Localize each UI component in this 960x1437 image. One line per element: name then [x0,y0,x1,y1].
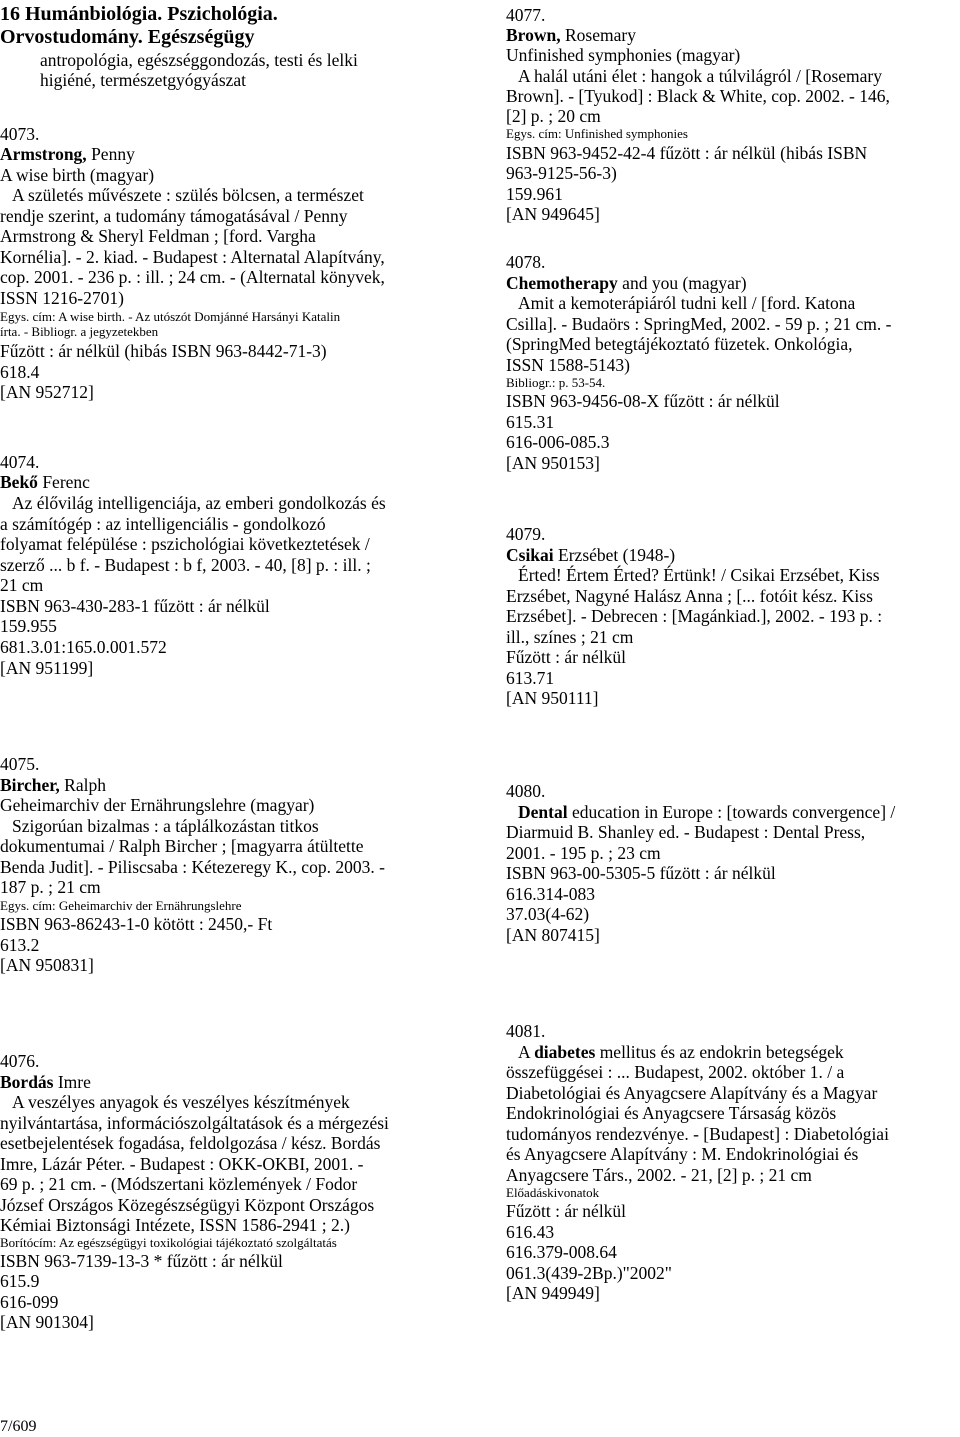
entry-author: Brown, Rosemary [506,25,636,45]
entry-line: 061.3(439-2Bp.)"2002" [506,1263,672,1283]
page-number: 7/609 [0,1418,37,1435]
entry-line: Imre, Lázár Péter. - Budapest : OKK-OKBI, 2001. - [0,1154,364,1174]
entry-line: Erzsébet, Nagyné Halász Anna ; [... fotóit kész. Kiss [506,586,873,606]
entry-author: Bircher, Ralph [0,775,106,795]
entry-line: 615.9 [0,1271,40,1291]
entry-author: Bordás Imre [0,1072,91,1092]
entry-line: 615.31 [506,412,555,432]
entry-line: 618.4 [0,362,40,382]
entry-line: A halál utáni élet : hangok a túlvilágról / [Rosemary [518,66,883,86]
entry-line: 616-006-085.3 [506,432,610,452]
entry-line: esetbejelentések fogadása, feldolgozása / kész. Bordás [0,1133,381,1153]
entry-line: Érted! Értem Érted? Értünk! / Csikai Erzsébet, Kiss [518,565,880,585]
entry-line: 613.71 [506,668,555,688]
entry-number: 4075. [0,754,40,774]
entry-line: [AN 901304] [0,1312,94,1332]
entry-line: [AN 950153] [506,453,600,473]
entry-line: Brown]. - [Tyukod] : Black & White, cop. 2002. - 146, [506,86,890,106]
entry-line: 69 p. ; 21 cm. - (Módszertani közlemények / Fodor [0,1174,358,1194]
entry-line: nyilvántartása, információszolgáltatások és a mérgezési [0,1113,389,1133]
entry-line: Endokrinológiai és Anyagcsere Társaság közös [506,1103,837,1123]
entry-line: dokumentumai / Ralph Bircher ; [magyarra átültette [0,836,364,856]
section-subtitle: antropológia, egészséggondozás, testi és lelki [40,50,358,70]
entry-author: Bekő Ferenc [0,472,90,492]
entry-line: rendje szerint, a tudomány támogatásával / Penny [0,206,348,226]
entry-line: ISBN 963-9456-08-X fűzött : ár nélkül [506,391,780,411]
entry-author: Csikai Erzsébet (1948-) [506,545,676,565]
entry-number: 4076. [0,1051,40,1071]
entry-line: Az élővilág intelligenciája, az emberi gondolkozás és [12,493,386,513]
entry-line: Amit a kemoterápiáról tudni kell / [ford. Katona [518,293,856,313]
entry-note: Egys. cím: Geheimarchiv der Ernährungslehre [0,898,242,913]
entry-number: 4077. [506,5,546,25]
entry-note: írta. - Bibliogr. a jegyzetekben [0,324,159,339]
entry-line: 159.961 [506,184,563,204]
entry-line: ISBN 963-00-5305-5 fűzött : ár nélkül [506,863,776,883]
entry-line: [AN 950111] [506,688,599,708]
entry-number: 4074. [0,452,40,472]
entry-line: Kémiai Biztonsági Intézete, ISSN 1586-2941 ; 2.) [0,1215,350,1235]
entry-line: A wise birth (magyar) [0,165,155,185]
entry-line: 2001. - 195 p. ; 23 cm [506,843,661,863]
entry-line: ISBN 963-430-283-1 fűzött : ár nélkül [0,596,270,616]
entry-line: [AN 949645] [506,204,600,224]
entry-author: Armstrong, Penny [0,144,135,164]
entry-line: [AN 951199] [0,658,94,678]
entry-line: ISBN 963-7139-13-3 * fűzött : ár nélkül [0,1251,283,1271]
entry-line: Fűzött : ár nélkül (hibás ISBN 963-8442-71-3) [0,341,327,361]
entry-line: ISSN 1588-5143) [506,355,630,375]
entry-line: [AN 952712] [0,382,94,402]
entry-line: 616.43 [506,1222,555,1242]
entry-line: Benda Judit]. - Piliscsaba : Kétezeregy K., cop. 2003. - [0,857,385,877]
entry-line: [AN 807415] [506,925,600,945]
entry-line: a számítógép : az intelligenciális - gondolkozó [0,514,326,534]
entry-number: 4081. [506,1021,546,1041]
entry-line: A veszélyes anyagok és veszélyes készítmények [12,1092,350,1112]
entry-note: Előadáskivonatok [506,1185,600,1200]
entry-line: 37.03(4-62) [506,904,590,924]
entry-line: Fűzött : ár nélkül [506,1201,627,1221]
entry-line: [2] p. ; 20 cm [506,106,601,126]
entry-number: 4078. [506,252,546,272]
entry-line: Diabetológiai és Anyagcsere Alapítvány és a Magyar [506,1083,878,1103]
entry-line: összefüggései : ... Budapest, 2002. október 1. / a [506,1062,845,1082]
entry-note: Borítócím: Az egészségügyi toxikológiai tájékoztató szolgáltatás [0,1235,337,1250]
entry-title: Dental education in Europe : [towards convergence] / [518,802,896,822]
entry-line: Szigorúan bizalmas : a táplálkozástan titkos [12,816,319,836]
entry-note: Bibliogr.: p. 53-54. [506,375,606,390]
entry-number: 4079. [506,524,546,544]
entry-note: Egys. cím: Unfinished symphonies [506,126,688,141]
entry-number: 4073. [0,124,40,144]
entry-line: 963-9125-56-3) [506,163,617,183]
section-title-2: Orvostudomány. Egészségügy [0,26,255,48]
entry-line: Fűzött : ár nélkül [506,647,627,667]
entry-line: [AN 949949] [506,1283,600,1303]
entry-line: Armstrong & Sheryl Feldman ; [ford. Vargha [0,226,316,246]
entry-line: Erzsébet]. - Debrecen : [Magánkiad.], 2002. - 193 p. : [506,606,883,626]
entry-line: József Országos Közegészségügyi Központ Országos [0,1195,375,1215]
entry-line: és Anyagcsere Alapítvány : M. Endokrinológiai és [506,1144,859,1164]
entry-line: Geheimarchiv der Ernährungslehre (magyar) [0,795,315,815]
entry-line: 616.379-008.64 [506,1242,617,1262]
entry-line: Csilla]. - Budaörs : SpringMed, 2002. - 59 p. ; 21 cm. - [506,314,892,334]
section-title: 16 Humánbiológia. Pszichológia. [0,3,278,25]
entry-line: ill., színes ; 21 cm [506,627,634,647]
entry-line: szerző ... b f. - Budapest : b f, 2003. - 40, [8] p. : ill. ; [0,555,371,575]
entry-line: Anyagcsere Társ., 2002. - 21, [2] p. ; 21 cm [506,1165,812,1185]
entry-line: 681.3.01:165.0.001.572 [0,637,167,657]
entry-line: 187 p. ; 21 cm [0,877,101,897]
entry-line: 616-099 [0,1292,59,1312]
entry-title: Chemotherapy and you (magyar) [506,273,747,293]
entry-line: Unfinished symphonies (magyar) [506,45,741,65]
entry-line: 159.955 [0,616,57,636]
entry-number: 4080. [506,781,546,801]
entry-line: ISSN 1216-2701) [0,288,124,308]
entry-line: 21 cm [0,575,44,595]
entry-note: Egys. cím: A wise birth. - Az utószót Domjánné Harsányi Katalin [0,309,341,324]
entry-line: tudományos rendezvénye. - [Budapest] : Diabetológiai [506,1124,889,1144]
entry-line: ISBN 963-9452-42-4 fűzött : ár nélkül (hibás ISBN [506,143,868,163]
entry-title: A diabetes mellitus és az endokrin betegségek [518,1042,844,1062]
entry-line: A születés művészete : szülés bölcsen, a természet [12,185,364,205]
entry-line: [AN 950831] [0,955,94,975]
entry-line: (SpringMed betegtájékoztató füzetek. Onkológia, [506,334,853,354]
entry-line: Kornélia]. - 2. kiad. - Budapest : Alternatal Alapítvány, [0,247,385,267]
entry-line: ISBN 963-86243-1-0 kötött : 2450,- Ft [0,914,273,934]
entry-line: cop. 2001. - 236 p. : ill. ; 24 cm. - (Alternatal könyvek, [0,267,385,287]
entry-line: 616.314-083 [506,884,595,904]
entry-line: Diarmuid B. Shanley ed. - Budapest : Dental Press, [506,822,866,842]
entry-line: 613.2 [0,935,40,955]
entry-line: folyamat felépülése : pszichológiai következtetések / [0,534,370,554]
section-subtitle-2: higiéné, természetgyógyászat [40,70,247,90]
